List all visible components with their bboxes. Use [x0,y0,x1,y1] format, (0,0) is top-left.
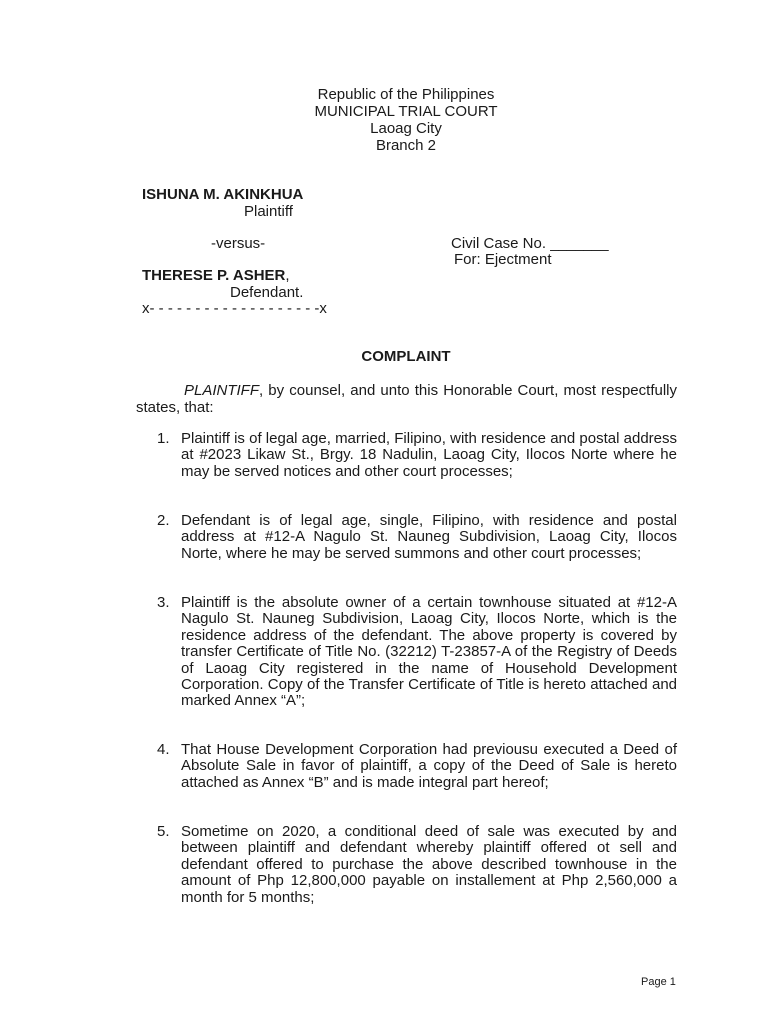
paragraph-number: 3. [157,594,170,611]
paragraph-text: Sometime on 2020, a conditional deed of sale was executed by and between plaintiff and defendant whereby plaintiff offered ot sell and defendant offered to purchase the above described townhouse in the amount of Php 12,800,000 payable on installement at Php 2,560,000 a month for 5 months; [181,823,677,906]
intro-text: , by counsel, and unto this Honorable Court, most respectfully states, that: [136,382,677,416]
court-header [0,86,768,154]
versus-label: -versus- [211,235,266,252]
defendant-name: THERESE P. ASHER [142,267,286,284]
defendant-comma: , [285,267,290,284]
paragraph-text: Plaintiff is of legal age, married, Filipino, with residence and postal address at #2023 Likaw St., Brgy. 18 Nadulin, Laoag City, Ilocos Norte where he may be served notices and other court processes; [181,430,677,480]
paragraph-text: Defendant is of legal age, single, Filipino, with residence and postal address at #12-A Nagulo St. Nauneg Subdivision, Laoag City, Ilocos Norte, where he may be served summons and other court processes; [181,512,677,562]
paragraph-number: 1. [157,430,170,447]
case-number: Civil Case No. _______ [451,235,609,252]
court-city: Laoag City [370,120,442,137]
intro-paragraph [136,382,677,416]
caption-separator: x- - - - - - - - - - - - - - - - - - -x [142,300,327,317]
plaintiff-role: Plaintiff [244,203,293,220]
court-branch: Branch 2 [375,137,437,154]
paragraph-text: Plaintiff is the absolute owner of a certain townhouse situated at #12-A Nagulo St. Nauneg Subdivision, Laoag City, Ilocos Norte, which is the residence address of the defendant. The above property is covered by transfer Certificate of Title No. (32212) T-23857-A of the Registry of Deeds of Laoag City registered in the name of Household Development Corporation. Copy of the Transfer Certificate of Title is hereto attached and marked Annex “A”; [181,594,677,710]
paragraph-number: 2. [157,512,170,529]
republic-line: Republic of the Philippines [317,86,495,103]
court-name: MUNICIPAL TRIAL COURT [314,103,498,120]
paragraph-number: 5. [157,823,170,840]
defendant-role: Defendant. [230,284,304,301]
page-number: Page 1 [641,976,676,988]
paragraph-number: 4. [157,741,170,758]
defendant-caption [142,267,290,284]
case-nature: For: Ejectment [454,251,552,268]
document-title: COMPLAINT [361,348,451,365]
paragraph-text: That House Development Corporation had previousu executed a Deed of Absolute Sale in favor of plaintiff, a copy of the Deed of Sale is hereto attached as Annex “B” and is made integral part hereof; [181,741,677,791]
intro-lead: PLAINTIFF [184,382,260,399]
plaintiff-name: ISHUNA M. AKINKHUA [142,186,304,203]
